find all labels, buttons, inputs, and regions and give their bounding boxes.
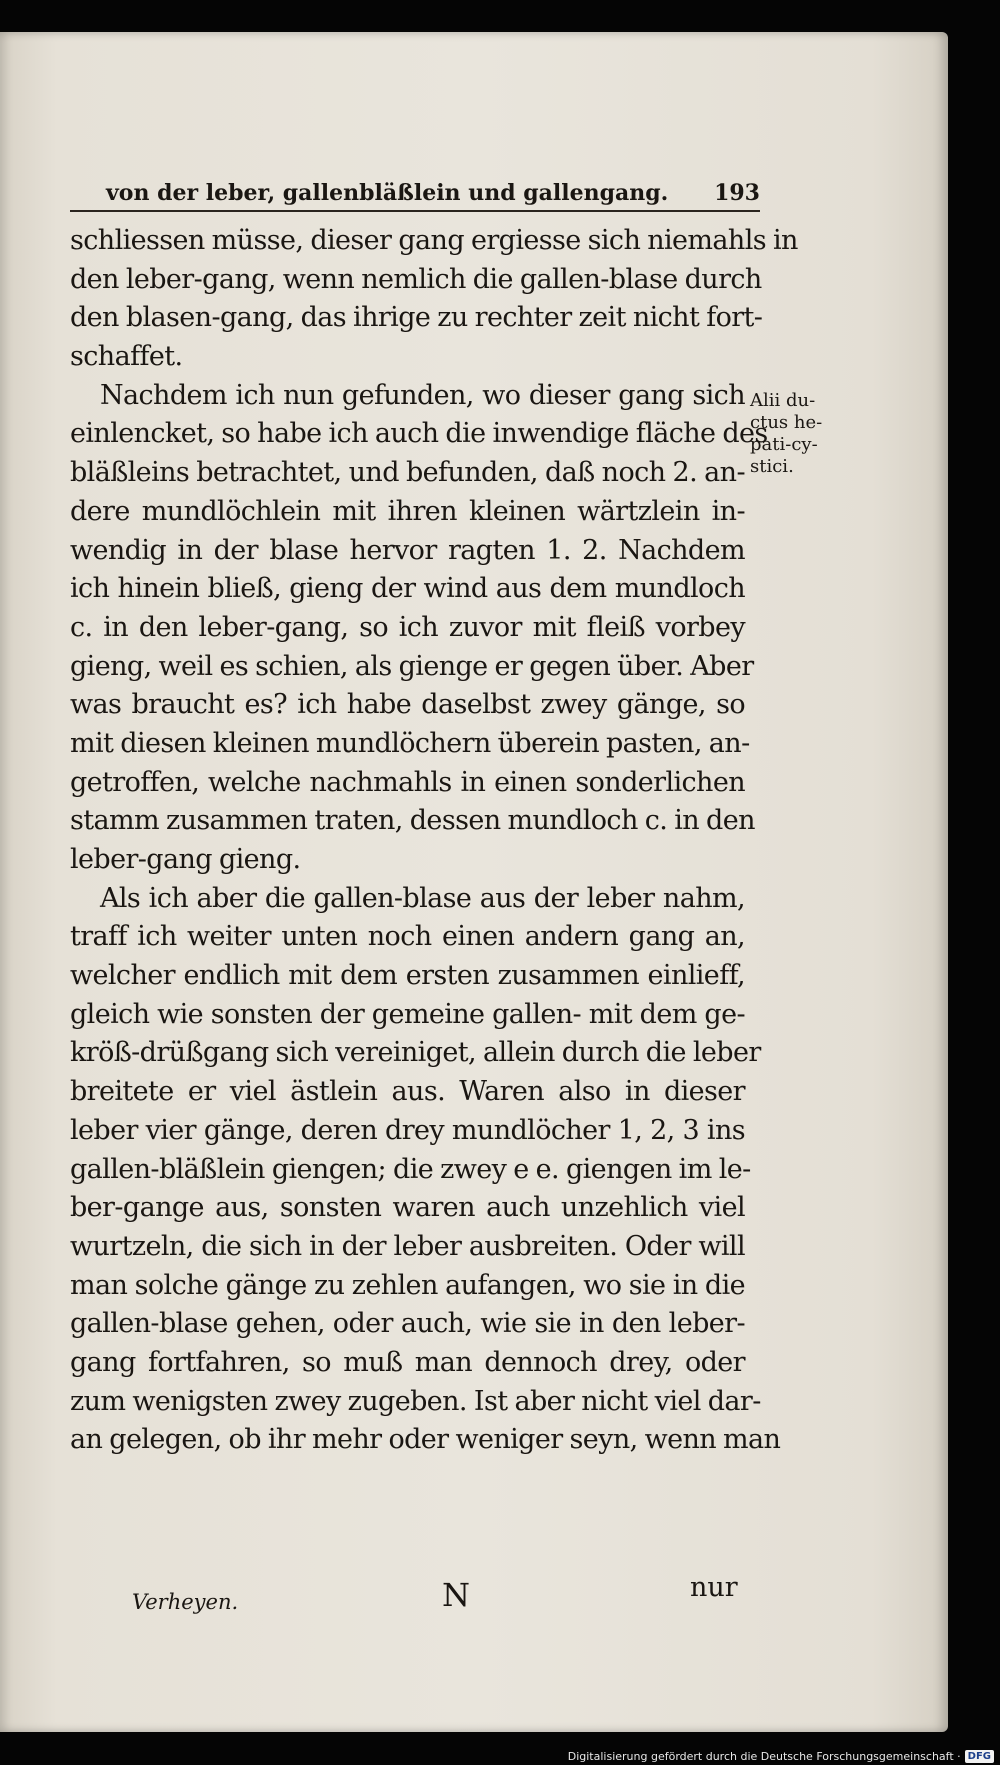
text-line: gang fortfahren, so muß man dennoch drey, oder [70, 1346, 745, 1378]
text-line: gieng, weil es schien, als gienge er gegen über. Aber [70, 650, 754, 682]
margin-note-line: ctus he- [750, 412, 823, 433]
text-line: was braucht es? ich habe daselbst zwey gänge, so [70, 689, 745, 721]
margin-note-line: stici. [750, 456, 794, 477]
text-line: schaffet. [70, 341, 183, 373]
text-line: Nachdem ich nun gefunden, wo dieser gang sich [100, 379, 745, 411]
text-line: mit diesen kleinen mundlöchern überein pasten, an- [70, 727, 750, 759]
text-line: gallen-blase gehen, oder auch, wie sie in den leber- [70, 1308, 745, 1340]
header-rule [70, 210, 760, 212]
text-line: gleich wie sonsten der gemeine gallen- mit dem ge- [70, 998, 745, 1030]
book-page [0, 32, 948, 1732]
catchword: nur [690, 1572, 738, 1603]
text-line: getroffen, welche nachmahls in einen sonderlichen [70, 766, 745, 798]
dfg-logo-icon: DFG [965, 1750, 994, 1763]
text-line: Als ich aber die gallen-blase aus der leber nahm, [100, 882, 745, 914]
page-number: 193 [714, 180, 760, 206]
text-line: an gelegen, ob ihr mehr oder weniger seyn, wenn man [70, 1424, 781, 1456]
text-line: gallen-bläßlein giengen; die zwey e e. giengen im le- [70, 1153, 751, 1185]
margin-note [750, 390, 850, 478]
text-line: bläßleins betrachtet, und befunden, daß noch 2. an- [70, 457, 745, 489]
text-line: c. in den leber-gang, so ich zuvor mit fleiß vorbey [70, 611, 745, 643]
text-line: zum wenigsten zwey zugeben. Ist aber nicht viel dar- [70, 1385, 761, 1417]
text-line: man solche gänge zu zehlen aufangen, wo sie in die [70, 1269, 745, 1301]
text-line: dere mundlöchlein mit ihren kleinen wärtzlein in- [70, 495, 745, 527]
margin-note-line: pati-cy- [750, 434, 818, 455]
text-line: wendig in der blase hervor ragten 1. 2. Nachdem [70, 534, 745, 566]
footer-author: Verheyen. [132, 1590, 239, 1614]
signature-mark: N [442, 1576, 470, 1614]
page-header [100, 180, 760, 210]
text-line: leber-gang gieng. [70, 844, 301, 875]
text-line: den leber-gang, wenn nemlich die gallen-blase durch [70, 263, 762, 295]
text-line: schliessen müsse, dieser gang ergiesse sich niemahls in [70, 225, 798, 256]
text-line: leber vier gänge, deren drey mundlöcher 1, 2, 3 ins [70, 1114, 745, 1146]
text-line: einlencket, so habe ich auch die inwendige fläche des [70, 418, 768, 450]
running-title: von der leber, gallenbläßlein und gallengang. [106, 180, 669, 206]
text-line: welcher endlich mit dem ersten zusammen einlieff, [70, 960, 745, 992]
text-line: ich hinein bließ, gieng der wind aus dem mundloch [70, 573, 745, 605]
credit-text: Digitalisierung gefördert durch die Deutsche Forschungsgemeinschaft · [567, 1750, 961, 1763]
text-line: kröß-drüßgang sich vereiniget, allein durch die leber [70, 1037, 761, 1069]
text-line: breitete er viel ästlein aus. Waren also in dieser [70, 1076, 745, 1108]
margin-note-line: Alii du- [750, 390, 816, 411]
text-line: wurtzeln, die sich in der leber ausbreiten. Oder will [70, 1230, 745, 1262]
text-line: stamm zusammen traten, dessen mundloch c. in den [70, 805, 755, 837]
text-line: ber-gange aus, sonsten waren auch unzehlich viel [70, 1192, 745, 1224]
digitization-credit [568, 1750, 994, 1763]
text-line: traff ich weiter unten noch einen andern gang an, [70, 921, 745, 953]
text-line: den blasen-gang, das ihrige zu rechter zeit nicht fort- [70, 302, 763, 334]
